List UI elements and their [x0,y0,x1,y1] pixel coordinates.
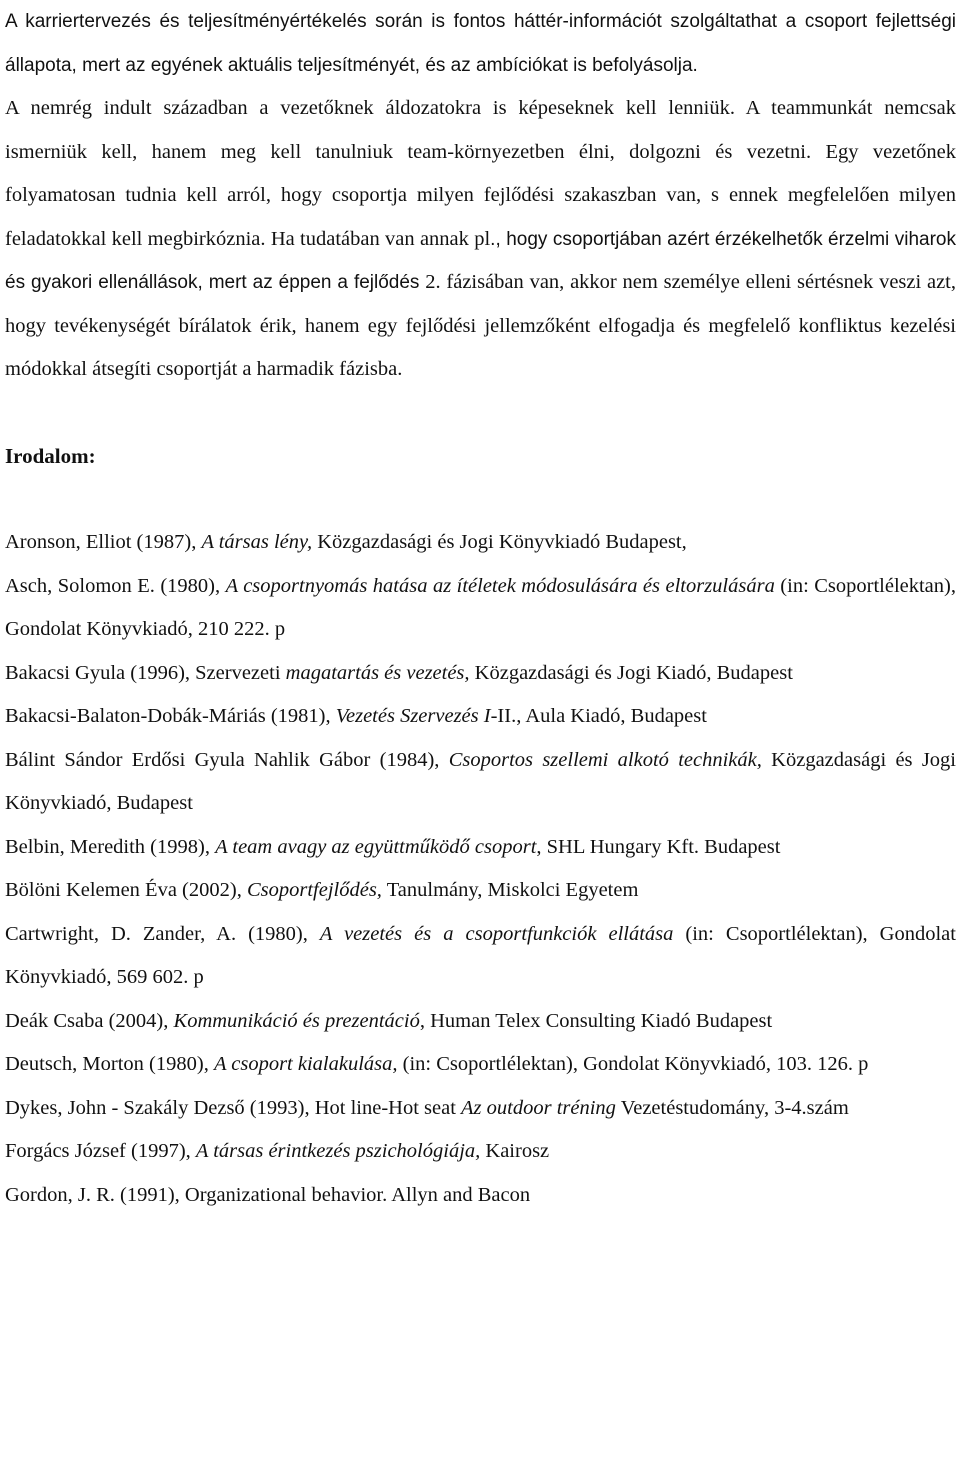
paragraph-part-3: ., hogy csoportjában azért érzékelhetők érzelmi viharok és gyakori ellenállások, mert az éppen a fejlődés [5,228,956,293]
reference-item: Gordon, J. R. (1991), Organizational behavior. Allyn and Bacon [5,1183,531,1206]
reference-item: Bölöni Kelemen Éva (2002), Csoportfejlődés, Tanulmány, Miskolci Egyetem [5,879,639,901]
reference-item: Bálint Sándor Erdősi Gyula Nahlik Gábor (1984), Csoportos szellemi alkotó technikák, Közgazdasági és Jogi Könyvkiadó, Budapest [5,748,956,814]
reference-item: Deák Csaba (2004), Kommunikáció és prezentáció, Human Telex Consulting Kiadó Budapest [5,1009,773,1032]
reference-item: Bakacsi-Balaton-Dobák-Máriás (1981), Vezetés Szervezés I-II., Aula Kiadó, Budapest [5,705,707,727]
reference-item: Deutsch, Morton (1980), A csoport kialakulása, (in: Csoportlélektan), Gondolat Könyvkiadó, 103. 126. p [5,1053,869,1075]
reference-item: Dykes, John - Szakály Dezső (1993), Hot line-Hot seat Az outdoor tréning Vezetéstudomány, 3-4.szám [5,1096,849,1119]
reference-item: Aronson, Elliot (1987), A társas lény, Közgazdasági és Jogi Könyvkiadó Budapest, [5,531,687,553]
references-heading: Irodalom: [5,443,96,468]
paragraph-part-4: 2. fázisában van, akkor nem személye elleni sértésnek veszi azt, hogy tevékenységét bírálatok érik, hanem egy fejlődési jellemzőként elfogadja és megfelelő konfliktus kezelési módokkal átsegíti csoportját a harmadik fázisba. [5,271,956,380]
reference-item: Belbin, Meredith (1998), A team avagy az együttműködő csoport, SHL Hungary Kft. Budapest [5,835,781,858]
reference-item: Bakacsi Gyula (1996), Szervezeti magatartás és vezetés, Közgazdasági és Jogi Kiadó, Budapest [5,661,793,684]
paragraph-part-2: A nemrég indult században a vezetőknek áldozatokra is képeseknek kell lenniük. A teammunkát nemcsak ismerniük kell, hanem meg kell tanulniuk team-környezetben élni, dolgozni és vezetni. Egy vezetőnek folyamatosan tudnia kell arról, hogy csoportja milyen fejlődési szakaszban van, s ennek megfelelően milyen feladatokkal kell megbirkóznia. Ha tudatában van annak pl [5,97,956,250]
references-list [5,521,956,1217]
paragraph-part-1: A karriertervezés és teljesítményértékelés során is fontos háttér-információt szolgáltathat a csoport fejlettségi állapota, mert az egyének aktuális teljesítményét, és az ambíciókat is befolyásolja. [5,11,956,76]
reference-item: Cartwright, D. Zander, A. (1980), A vezetés és a csoportfunkciók ellátása (in: Csoportlélektan), Gondolat Könyvkiadó, 569 602. p [5,922,956,988]
reference-item: Asch, Solomon E. (1980), A csoportnyomás hatása az ítéletek módosulására és eltorzulására (in: Csoportlélektan), Gondolat Könyvkiadó, 210 222. p [5,574,956,640]
reference-item: Forgács József (1997), A társas érintkezés pszichológiája, Kairosz [5,1140,550,1162]
body-paragraph [5,0,956,392]
